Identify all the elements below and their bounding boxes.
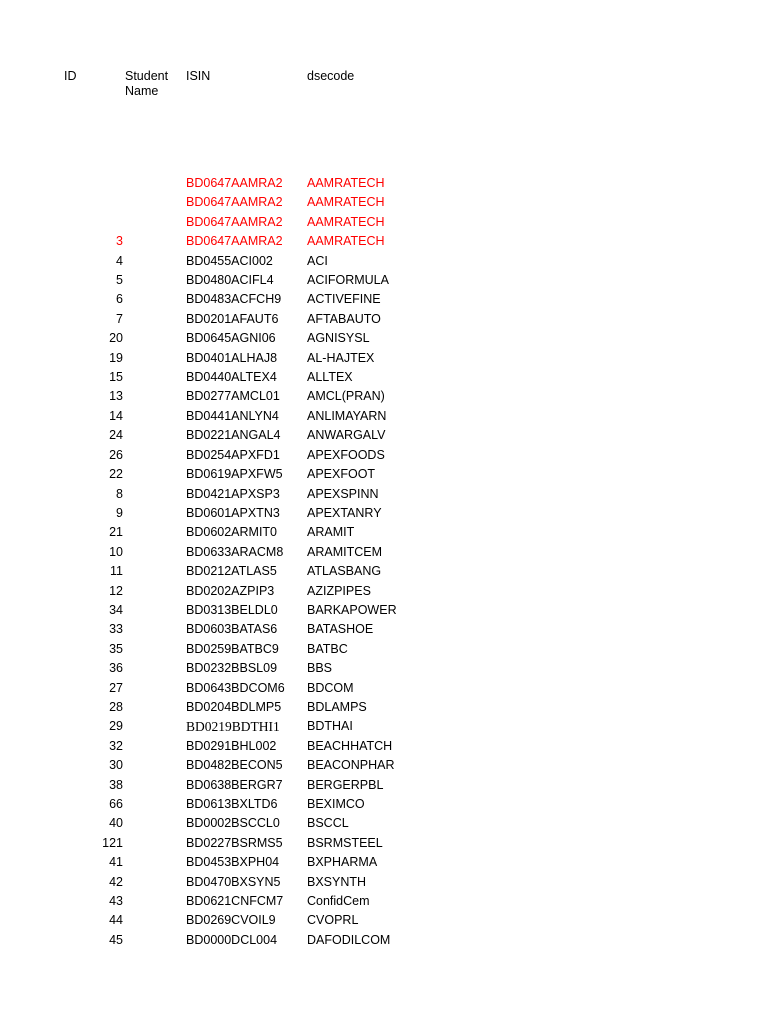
cell-isin: BD0453BXPH04 [186,855,280,870]
table-row [0,659,768,678]
cell-dsecode: ACTIVEFINE [307,292,381,307]
cell-id: 3 [116,234,123,249]
cell-id: 44 [109,913,123,928]
cell-dsecode: ConfidCem [307,894,370,909]
cell-dsecode: AFTABAUTO [307,311,381,326]
cell-isin: BD0232BBSL09 [186,661,278,676]
cell-dsecode: BSRMSTEEL [307,835,383,850]
cell-id: 26 [109,447,123,462]
table-row [0,426,768,445]
cell-dsecode: BARKAPOWER [307,602,397,617]
table-header [0,69,768,109]
table-row [0,756,768,775]
cell-isin: BD0647AAMRA2 [186,176,283,190]
cell-id: 30 [109,758,123,773]
cell-isin: BD0480ACIFL4 [186,273,274,288]
table-row [0,504,768,523]
cell-id: 6 [116,292,123,307]
cell-dsecode: BEACHHATCH [307,738,393,753]
cell-isin: BD0482BECON5 [186,758,283,773]
cell-dsecode: APEXFOOT [307,467,376,482]
cell-dsecode: ANLIMAYARN [307,408,387,423]
cell-isin: BD0643BDCOM6 [186,680,285,695]
cell-isin: BD0470BXSYN5 [186,874,281,889]
cell-id: 22 [109,467,123,482]
cell-dsecode: BEXIMCO [307,797,365,811]
cell-isin: BD0421APXSP3 [186,486,280,501]
cell-isin: BD0602ARMIT0 [186,525,278,540]
cell-id: 27 [109,680,123,695]
table-row [0,776,768,795]
cell-id: 40 [109,816,123,831]
cell-isin: BD0647AAMRA2 [186,195,283,210]
cell-dsecode: BSCCL [307,816,349,831]
table-row [0,465,768,484]
table-row [0,387,768,406]
table-row [0,582,768,601]
cell-isin: BD0633ARACM8 [186,544,284,559]
table-row [0,193,768,212]
table-row [0,620,768,639]
cell-id: 34 [109,602,123,617]
cell-id: 21 [109,525,123,540]
cell-isin: BD0621CNFCM7 [186,894,284,909]
cell-id: 42 [109,874,123,889]
cell-isin: BD0000DCL004 [186,932,278,947]
cell-dsecode: ALLTEX [307,370,353,385]
cell-id: 36 [109,661,123,676]
table-row [0,523,768,542]
cell-isin: BD0483ACFCH9 [186,292,282,307]
cell-id: 9 [116,505,123,520]
cell-dsecode: BDLAMPS [307,699,367,714]
table-row [0,679,768,698]
cell-isin: BD0212ATLAS5 [186,564,277,579]
cell-id: 24 [109,428,123,443]
table-row [0,892,768,911]
cell-isin: BD0603BATAS6 [186,622,278,637]
table-row [0,368,768,387]
cell-isin: BD0291BHL002 [186,738,277,753]
table-row [0,717,768,736]
cell-id: 35 [109,641,123,656]
header-student-name: Student Name [125,69,169,98]
cell-id: 4 [116,253,123,268]
cell-dsecode: ACI [307,253,328,268]
table-row [0,931,768,950]
header-isin: ISIN [186,69,211,83]
cell-isin: BD0277AMCL01 [186,389,280,404]
table-row [0,853,768,872]
table-row [0,485,768,504]
cell-dsecode: AAMRATECH [307,195,385,210]
cell-dsecode: ANWARGALV [307,428,386,443]
cell-isin: BD0313BELDL0 [186,602,278,617]
cell-isin: BD0219BDTHI1 [186,719,280,735]
cell-id: 19 [109,350,123,365]
cell-id: 5 [116,273,123,288]
cell-isin: BD0601APXTN3 [186,505,280,520]
cell-dsecode: BXSYNTH [307,874,367,889]
cell-isin: BD0455ACI002 [186,253,273,268]
header-dsecode: dsecode [307,69,355,83]
cell-isin: BD0440ALTEX4 [186,370,277,385]
table-row [0,601,768,620]
cell-id: 38 [109,777,123,792]
table-row [0,737,768,756]
cell-isin: BD0202AZPIP3 [186,583,275,598]
cell-dsecode: ARAMIT [307,525,355,540]
table-row [0,795,768,814]
cell-dsecode: ACIFORMULA [307,273,389,288]
cell-id: 20 [109,331,123,346]
cell-dsecode: DAFODILCOM [307,932,391,947]
cell-id: 15 [109,370,123,385]
cell-id: 41 [109,855,123,870]
table-row [0,290,768,309]
cell-dsecode: CVOPRL [307,913,359,928]
table-row [0,271,768,290]
cell-dsecode: BXPHARMA [307,855,378,870]
header-id: ID [64,69,77,83]
table-row [0,640,768,659]
cell-isin: BD0441ANLYN4 [186,408,279,423]
cell-dsecode: BDCOM [307,680,354,695]
cell-isin: BD0401ALHAJ8 [186,350,278,365]
cell-id: 12 [109,583,123,598]
cell-isin: BD0613BXLTD6 [186,797,278,811]
cell-dsecode: AZIZPIPES [307,583,371,598]
table-row [0,698,768,717]
cell-isin: BD0638BERGR7 [186,777,283,792]
cell-id: 121 [102,835,123,850]
cell-dsecode: ATLASBANG [307,564,382,579]
cell-dsecode: AAMRATECH [307,176,385,190]
table-row [0,911,768,930]
cell-dsecode: AL-HAJTEX [307,350,375,365]
cell-id: 66 [109,797,123,811]
cell-id: 43 [109,894,123,909]
table-row [0,873,768,892]
cell-dsecode: BATBC [307,641,348,656]
cell-isin: BD0204BDLMP5 [186,699,282,714]
cell-id: 29 [109,719,123,734]
cell-isin: BD0002BSCCL0 [186,816,280,831]
table-row [0,174,768,193]
cell-id: 11 [110,564,123,579]
cell-id: 10 [109,544,123,559]
table-body [0,174,768,950]
cell-dsecode: BERGERPBL [307,777,384,792]
cell-dsecode: BDTHAI [307,719,353,734]
table-row [0,232,768,251]
cell-id: 7 [116,311,123,326]
table-row [0,562,768,581]
cell-dsecode: APEXFOODS [307,447,385,462]
cell-isin: BD0647AAMRA2 [186,214,283,229]
cell-id: 14 [109,408,123,423]
cell-isin: BD0645AGNI06 [186,331,276,346]
table-row [0,543,768,562]
table-row [0,213,768,232]
table-row [0,446,768,465]
cell-isin: BD0201AFAUT6 [186,311,279,326]
cell-isin: BD0254APXFD1 [186,447,280,462]
cell-dsecode: BATASHOE [307,622,374,637]
cell-id: 8 [116,486,123,501]
cell-isin: BD0259BATBC9 [186,641,279,656]
cell-id: 32 [109,738,123,753]
cell-dsecode: BEACONPHAR [307,758,395,773]
cell-dsecode: APEXSPINN [307,486,379,501]
cell-dsecode: AAMRATECH [307,234,385,249]
cell-isin: BD0647AAMRA2 [186,234,283,249]
cell-dsecode: APEXTANRY [307,505,382,520]
table-row [0,329,768,348]
cell-dsecode: BBS [307,661,333,676]
cell-isin: BD0269CVOIL9 [186,913,276,928]
cell-dsecode: ARAMITCEM [307,544,382,559]
table-row [0,252,768,271]
cell-id: 45 [109,932,123,947]
cell-dsecode: AAMRATECH [307,214,385,229]
cell-isin: BD0619APXFW5 [186,467,283,482]
cell-id: 28 [109,699,123,714]
table-row [0,814,768,833]
table-row [0,834,768,853]
cell-isin: BD0227BSRMS5 [186,835,283,850]
cell-dsecode: AMCL(PRAN) [307,389,385,404]
table-row [0,310,768,329]
cell-isin: BD0221ANGAL4 [186,428,281,443]
cell-id: 13 [109,389,123,404]
cell-id: 33 [109,622,123,637]
table-row [0,349,768,368]
table-row [0,407,768,426]
cell-dsecode: AGNISYSL [307,331,370,346]
